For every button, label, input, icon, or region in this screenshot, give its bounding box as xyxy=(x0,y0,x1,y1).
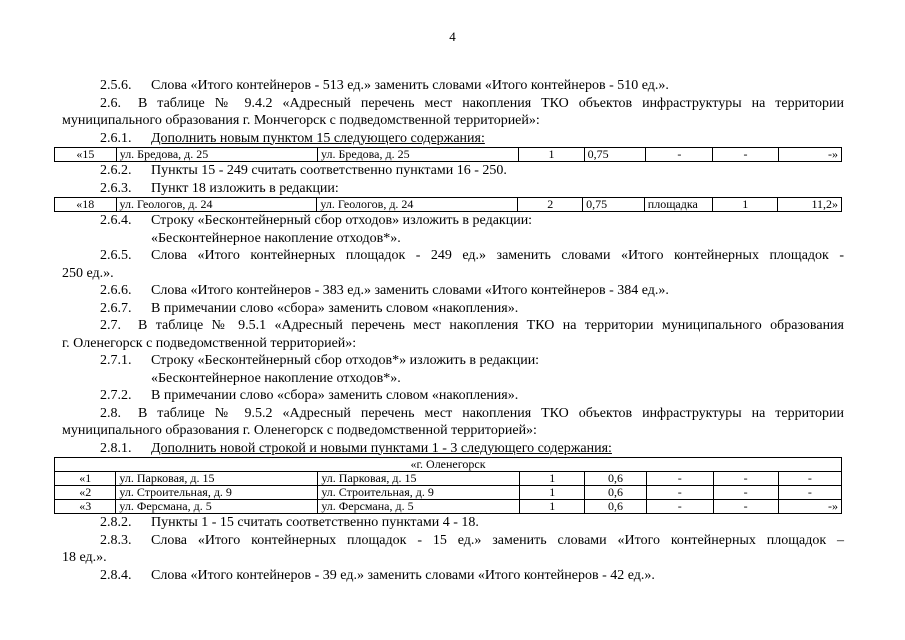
clause-text: Слова «Итого контейнерных площадок - 249 ед.» заменить словами «Итого контейнерных площадок - xyxy=(151,248,844,263)
table-row xyxy=(55,500,842,514)
clause-number: 2.8. xyxy=(100,405,121,421)
paragraph-2-7-1 xyxy=(62,352,844,370)
paragraph-2-7-line2: г. Оленегорск с подведомственной территорией»: xyxy=(62,335,357,351)
clause-text: Строку «Бесконтейнерный сбор отходов*» изложить в редакции: xyxy=(151,353,540,368)
paragraph-2-6-7 xyxy=(62,300,844,318)
table-cell: ул. Геологов, д. 24 xyxy=(116,198,317,212)
paragraph-2-8-3-line2: 18 ед.». xyxy=(62,550,107,565)
paragraph-2-6-4 xyxy=(62,212,844,230)
clause-number: 2.7.2. xyxy=(100,388,132,403)
paragraph-2-6-5-line2: 250 ед.». xyxy=(62,265,114,281)
table-cell: 0,75 xyxy=(583,198,645,212)
paragraph-2-6-1 xyxy=(62,130,844,148)
paragraph-2-8-line2: муниципального образования г. Оленегорск с подведомственной территорией»: xyxy=(62,423,537,438)
clause-text: В примечании слово «сбора» заменить словом «накопления». xyxy=(151,300,519,316)
table-cell: - xyxy=(646,472,713,486)
table-cell: ул. Геологов, д. 24 xyxy=(317,198,518,212)
table-cell: - xyxy=(778,486,841,500)
clause-text: Строку «Бесконтейнерный сбор отходов» изложить в редакции: xyxy=(151,213,533,228)
paragraph-2-8-line1 xyxy=(62,405,844,423)
table-cell: ул. Ферсмана, д. 5 xyxy=(318,500,520,514)
paragraph-2-7-line1 xyxy=(62,317,844,335)
table-cell: ул. Строительная, д. 9 xyxy=(116,486,318,500)
paragraph-2-6-3 xyxy=(62,180,844,198)
table-cell: ул. Парковая, д. 15 xyxy=(116,472,318,486)
table-cell: «2 xyxy=(55,486,116,500)
clause-number: 2.7.1. xyxy=(100,353,132,368)
table-cell: 1 xyxy=(713,198,778,212)
page-number: 4 xyxy=(449,29,456,44)
clause-number: 2.6.6. xyxy=(100,283,132,298)
table-row xyxy=(55,148,842,162)
clause-text: Пункты 15 - 249 считать соответственно пунктами 16 - 250. xyxy=(151,163,507,178)
paragraph-2-6-6 xyxy=(62,282,844,300)
paragraph-2-6-line2: муниципального образования г. Мончегорск с подведомственной территорией»: xyxy=(62,113,540,128)
table-cell: 0,6 xyxy=(585,486,647,500)
table-cell: ул. Парковая, д. 15 xyxy=(318,472,520,486)
clause-number: 2.7. xyxy=(100,318,121,333)
clause-text: Пункты 1 - 15 считать соответственно пунктами 4 - 18. xyxy=(151,515,479,530)
table-cell: 1 xyxy=(520,472,585,486)
table-cell: 11,2» xyxy=(778,198,842,212)
table-cell: площадка xyxy=(644,198,713,212)
clause-text: В примечании слово «сбора» заменить словом «накопления». xyxy=(151,388,519,403)
clause-number: 2.6. xyxy=(100,95,121,111)
paragraph-2-8-4 xyxy=(62,567,844,585)
table-group-row xyxy=(55,458,842,472)
paragraph-2-8-1 xyxy=(62,440,844,458)
table-group-cell: «г. Оленегорск xyxy=(55,458,842,472)
table-cell: ул. Бредова, д. 25 xyxy=(318,148,519,162)
table-cell: ул. Бредова, д. 25 xyxy=(116,148,317,162)
table-cell: 0,75 xyxy=(584,148,646,162)
clause-number: 2.6.2. xyxy=(100,163,132,178)
paragraph-2-8-3-line1 xyxy=(62,532,844,550)
table-cell: «3 xyxy=(55,500,116,514)
paragraph-2-7-1-quote: «Бесконтейнерное накопление отходов*». xyxy=(151,370,401,386)
table-cell: «1 xyxy=(55,472,116,486)
paragraph-2-7-2 xyxy=(62,387,844,405)
clause-number: 2.8.1. xyxy=(100,440,132,456)
table-cell: 2 xyxy=(518,198,583,212)
table-row xyxy=(55,198,842,212)
table-cell: - xyxy=(646,148,713,162)
table-cell: ул. Ферсмана, д. 5 xyxy=(116,500,318,514)
table-cell: - xyxy=(713,148,778,162)
table-cell: - xyxy=(778,472,841,486)
table-cell: 0,6 xyxy=(585,500,647,514)
table-cell: «15 xyxy=(55,148,117,162)
table-item-18 xyxy=(54,197,842,212)
table-cell: - xyxy=(646,500,713,514)
table-cell: - xyxy=(646,486,713,500)
table-cell: -» xyxy=(778,148,841,162)
clause-text: Пункт 18 изложить в редакции: xyxy=(151,180,339,196)
table-cell: 1 xyxy=(520,486,585,500)
clause-text: Дополнить новым пунктом 15 следующего содержания: xyxy=(151,130,485,146)
clause-number: 2.8.3. xyxy=(100,532,132,548)
paragraph-2-6-5-line1 xyxy=(62,247,844,265)
clause-text: Дополнить новой строкой и новыми пунктами 1 - 3 следующего содержания: xyxy=(151,440,612,456)
table-cell: 0,6 xyxy=(585,472,647,486)
clause-text: В таблице № 9.4.2 «Адресный перечень мест накопления ТКО объектов инфраструктуры на территории xyxy=(138,95,844,111)
clause-number: 2.6.3. xyxy=(100,180,132,196)
paragraph-2-6-line1 xyxy=(62,95,844,113)
table-olenegorsk-items xyxy=(54,457,842,514)
table-row xyxy=(55,486,842,500)
clause-number: 2.6.1. xyxy=(100,130,132,146)
clause-number: 2.6.7. xyxy=(100,300,132,316)
clause-text: Слова «Итого контейнеров - 39 ед.» заменить словами «Итого контейнеров - 42 ед.». xyxy=(151,567,655,583)
table-cell: «18 xyxy=(55,198,117,212)
clause-text: В таблице № 9.5.1 «Адресный перечень мест накопления ТКО на территории муниципального образования xyxy=(138,318,844,333)
clause-text: В таблице № 9.5.2 «Адресный перечень мест накопления ТКО объектов инфраструктуры на территории xyxy=(138,405,844,421)
clause-number: 2.5.6. xyxy=(100,78,132,93)
paragraph-2-6-2 xyxy=(62,162,844,180)
clause-text: Слова «Итого контейнеров - 383 ед.» заменить словами «Итого контейнеров - 384 ед.». xyxy=(151,283,669,298)
paragraph-2-8-2 xyxy=(62,514,844,532)
table-cell: - xyxy=(713,472,778,486)
paragraph-2-6-4-quote: «Бесконтейнерное накопление отходов*». xyxy=(151,230,401,246)
table-cell: - xyxy=(713,500,778,514)
table-cell: 1 xyxy=(520,500,585,514)
clause-number: 2.8.4. xyxy=(100,567,132,583)
document-body xyxy=(62,77,844,584)
clause-number: 2.6.4. xyxy=(100,213,132,228)
clause-text: Слова «Итого контейнерных площадок - 15 ед.» заменить словами «Итого контейнерных площадок – xyxy=(151,532,844,548)
clause-number: 2.6.5. xyxy=(100,248,132,263)
table-cell: - xyxy=(713,486,778,500)
table-row xyxy=(55,472,842,486)
table-insert-item-15 xyxy=(54,147,842,162)
table-cell: -» xyxy=(778,500,841,514)
clause-text: Слова «Итого контейнеров - 513 ед.» заменить словами «Итого контейнеров - 510 ед.». xyxy=(151,78,669,93)
paragraph-2-5-6 xyxy=(62,77,844,95)
table-cell: 1 xyxy=(519,148,584,162)
table-cell: ул. Строительная, д. 9 xyxy=(318,486,520,500)
clause-number: 2.8.2. xyxy=(100,515,132,530)
